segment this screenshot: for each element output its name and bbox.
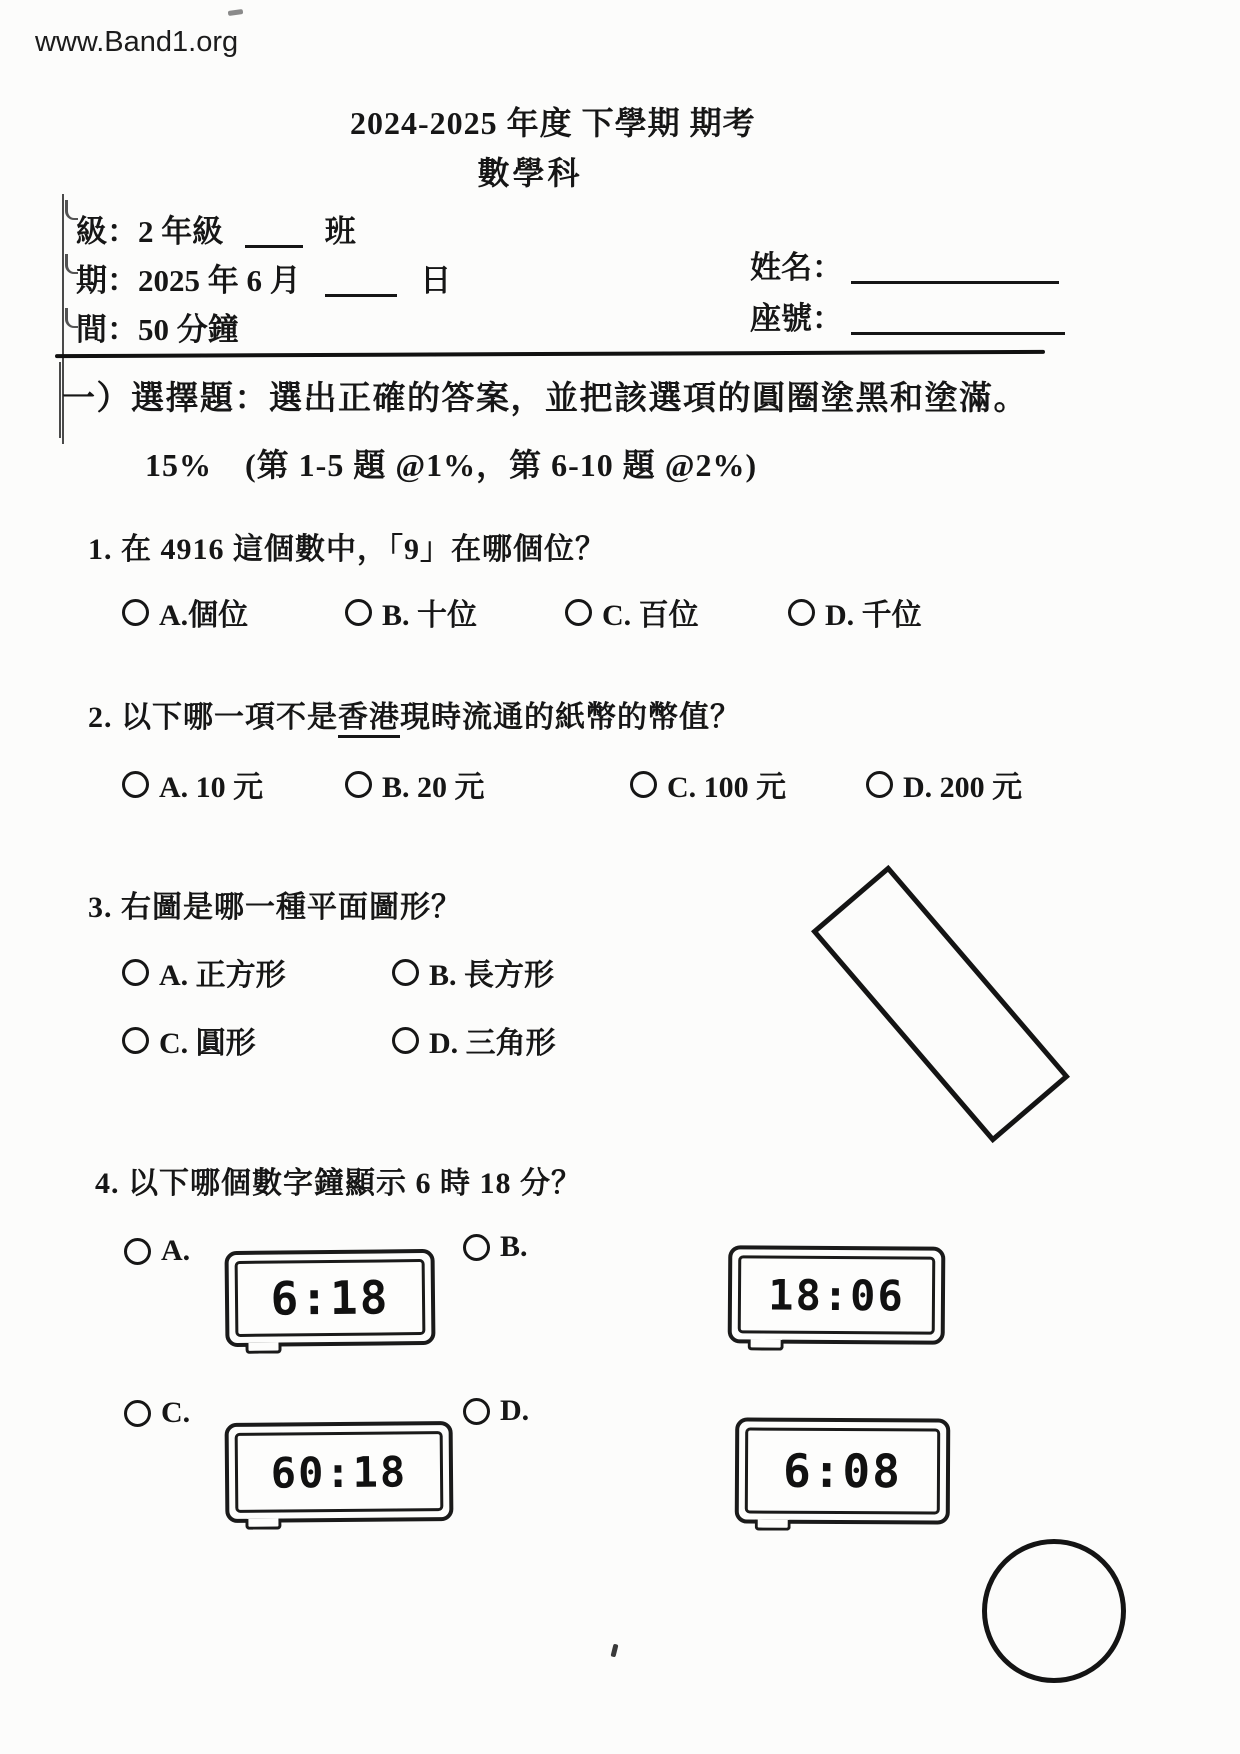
question-3-number: 3. xyxy=(88,891,113,924)
q4-clock-b-display: 18:06 xyxy=(768,1270,905,1320)
stray-mark xyxy=(611,1644,619,1658)
underlined-term: 香港 xyxy=(338,701,400,738)
q4-option-c xyxy=(124,1396,190,1430)
seat-row xyxy=(750,293,1065,338)
q3-option-c-bubble[interactable] xyxy=(122,1027,149,1054)
seat-blank-line[interactable] xyxy=(851,302,1065,335)
section-subheading: 15% (第 1-5 題 @1%，第 6-10 題 @2%) xyxy=(145,447,758,483)
q3-option-c xyxy=(122,1018,256,1062)
q4-option-c-label: C. xyxy=(161,1396,191,1429)
q1-option-b-label: B. 十位 xyxy=(382,599,478,632)
q2-option-a-bubble[interactable] xyxy=(122,771,149,798)
q2-option-a xyxy=(122,762,263,806)
q4-clock-d-screen xyxy=(745,1427,940,1514)
class-blank[interactable] xyxy=(245,215,303,248)
question-1-number: 1. xyxy=(88,533,113,566)
q1-option-c-bubble[interactable] xyxy=(565,599,592,626)
q4-clock-b-screen xyxy=(738,1255,936,1334)
figure-circle xyxy=(982,1539,1126,1683)
q4-clock-d-display: 6:08 xyxy=(782,1443,903,1499)
clock-foot xyxy=(245,1519,281,1530)
q3-option-d xyxy=(392,1018,556,1062)
exam-title: 2024-2025 年度 下學期 期考 xyxy=(350,105,756,141)
q4-option-d xyxy=(463,1394,529,1428)
q1-option-a-bubble[interactable] xyxy=(122,599,149,626)
meta-duration-line: 間：50 分鐘 xyxy=(76,312,239,347)
q1-option-c xyxy=(565,590,699,634)
q2-option-c-bubble[interactable] xyxy=(630,771,657,798)
q4-option-d-bubble[interactable] xyxy=(463,1398,490,1425)
scan-dash-artifact xyxy=(228,9,244,16)
q2-option-b xyxy=(345,762,485,806)
clock-foot xyxy=(748,1339,784,1350)
q3-option-a-label: A. 正方形 xyxy=(159,959,286,992)
q2-option-d-label: D. 200 元 xyxy=(903,771,1023,804)
exam-subject-title: 數學科 xyxy=(477,155,583,191)
q1-option-a xyxy=(122,590,248,634)
q1-option-b xyxy=(345,590,477,634)
watermark: www.Band1.org xyxy=(35,26,239,58)
q1-option-d-label: D. 千位 xyxy=(825,599,922,632)
q2-option-d-bubble[interactable] xyxy=(866,771,893,798)
meta-class-line xyxy=(76,206,356,251)
q4-option-a-bubble[interactable] xyxy=(124,1238,151,1265)
q4-option-b-bubble[interactable] xyxy=(463,1234,490,1261)
name-row xyxy=(750,242,1059,287)
q3-option-a-bubble[interactable] xyxy=(122,959,149,986)
q3-option-b-label: B. 長方形 xyxy=(429,959,555,992)
q4-clock-c-screen xyxy=(235,1431,444,1513)
q3-option-b xyxy=(392,950,554,994)
q4-clock-a-screen xyxy=(235,1259,426,1337)
q3-option-b-bubble[interactable] xyxy=(392,959,419,986)
q4-option-a-label: A. xyxy=(161,1234,191,1267)
date-suffix-label: 日 xyxy=(420,263,452,298)
q1-option-d xyxy=(788,590,922,634)
q4-clock-c-display: 60:18 xyxy=(270,1446,408,1498)
name-blank-line[interactable] xyxy=(851,251,1059,284)
q1-option-a-label: A.個位 xyxy=(159,599,249,632)
q4-option-a xyxy=(124,1234,190,1268)
q4-clock-d xyxy=(735,1417,951,1524)
q4-option-b xyxy=(463,1230,528,1264)
q1-option-c-label: C. 百位 xyxy=(602,599,699,632)
clock-foot xyxy=(755,1520,791,1531)
q2-option-a-label: A. 10 元 xyxy=(159,771,264,804)
q4-clock-a xyxy=(225,1249,436,1347)
question-2-text: 2. 以下哪一項不是香港現時流通的紙幣的幣值？ xyxy=(88,692,741,736)
q4-option-b-label: B. xyxy=(500,1230,528,1263)
q3-option-c-label: C. 圓形 xyxy=(159,1027,256,1060)
q4-option-c-bubble[interactable] xyxy=(124,1400,151,1427)
question-4-number: 4. xyxy=(95,1167,120,1200)
scan-edge-line-lower xyxy=(59,362,61,438)
question-4-text: 4. 以下哪個數字鐘顯示 6 時 18 分？ xyxy=(95,1167,582,1200)
q3-option-d-bubble[interactable] xyxy=(392,1027,419,1054)
q1-option-d-bubble[interactable] xyxy=(788,599,815,626)
date-label: 期：2025 年 6 月 xyxy=(76,263,301,298)
q4-clock-a-display: 6:18 xyxy=(270,1270,390,1326)
question-2-number: 2. xyxy=(88,701,113,734)
q4-clock-c xyxy=(225,1421,454,1523)
meta-date-line xyxy=(76,255,451,300)
q2-option-c-label: C. 100 元 xyxy=(667,771,787,804)
clock-foot xyxy=(245,1343,281,1354)
name-label: 姓名： xyxy=(750,250,843,285)
q1-option-b-bubble[interactable] xyxy=(345,599,372,626)
q3-figure-rotated-rectangle xyxy=(811,865,1070,1143)
q4-clock-b xyxy=(728,1245,946,1345)
q2-option-d xyxy=(866,762,1022,806)
date-blank[interactable] xyxy=(325,264,397,297)
section-heading: 一）選擇題：選出正確的答案，並把該選項的圓圈塗黑和塗滿。 xyxy=(62,381,1028,417)
seat-label: 座號： xyxy=(750,301,843,336)
q2-option-b-label: B. 20 元 xyxy=(382,771,485,804)
class-suffix-label: 班 xyxy=(324,214,356,249)
q2-option-c xyxy=(630,762,786,806)
class-label: 級：2 年級 xyxy=(76,214,224,249)
q4-option-d-label: D. xyxy=(500,1394,530,1427)
question-1-text: 1. 在 4916 這個數中，「9」在哪個位？ xyxy=(88,533,606,566)
q2-option-b-bubble[interactable] xyxy=(345,771,372,798)
header-rule xyxy=(55,350,1045,358)
question-3-text: 3. 右圖是哪一種平面圖形？ xyxy=(88,891,462,924)
q3-option-a xyxy=(122,950,286,994)
q3-option-d-label: D. 三角形 xyxy=(429,1027,556,1060)
